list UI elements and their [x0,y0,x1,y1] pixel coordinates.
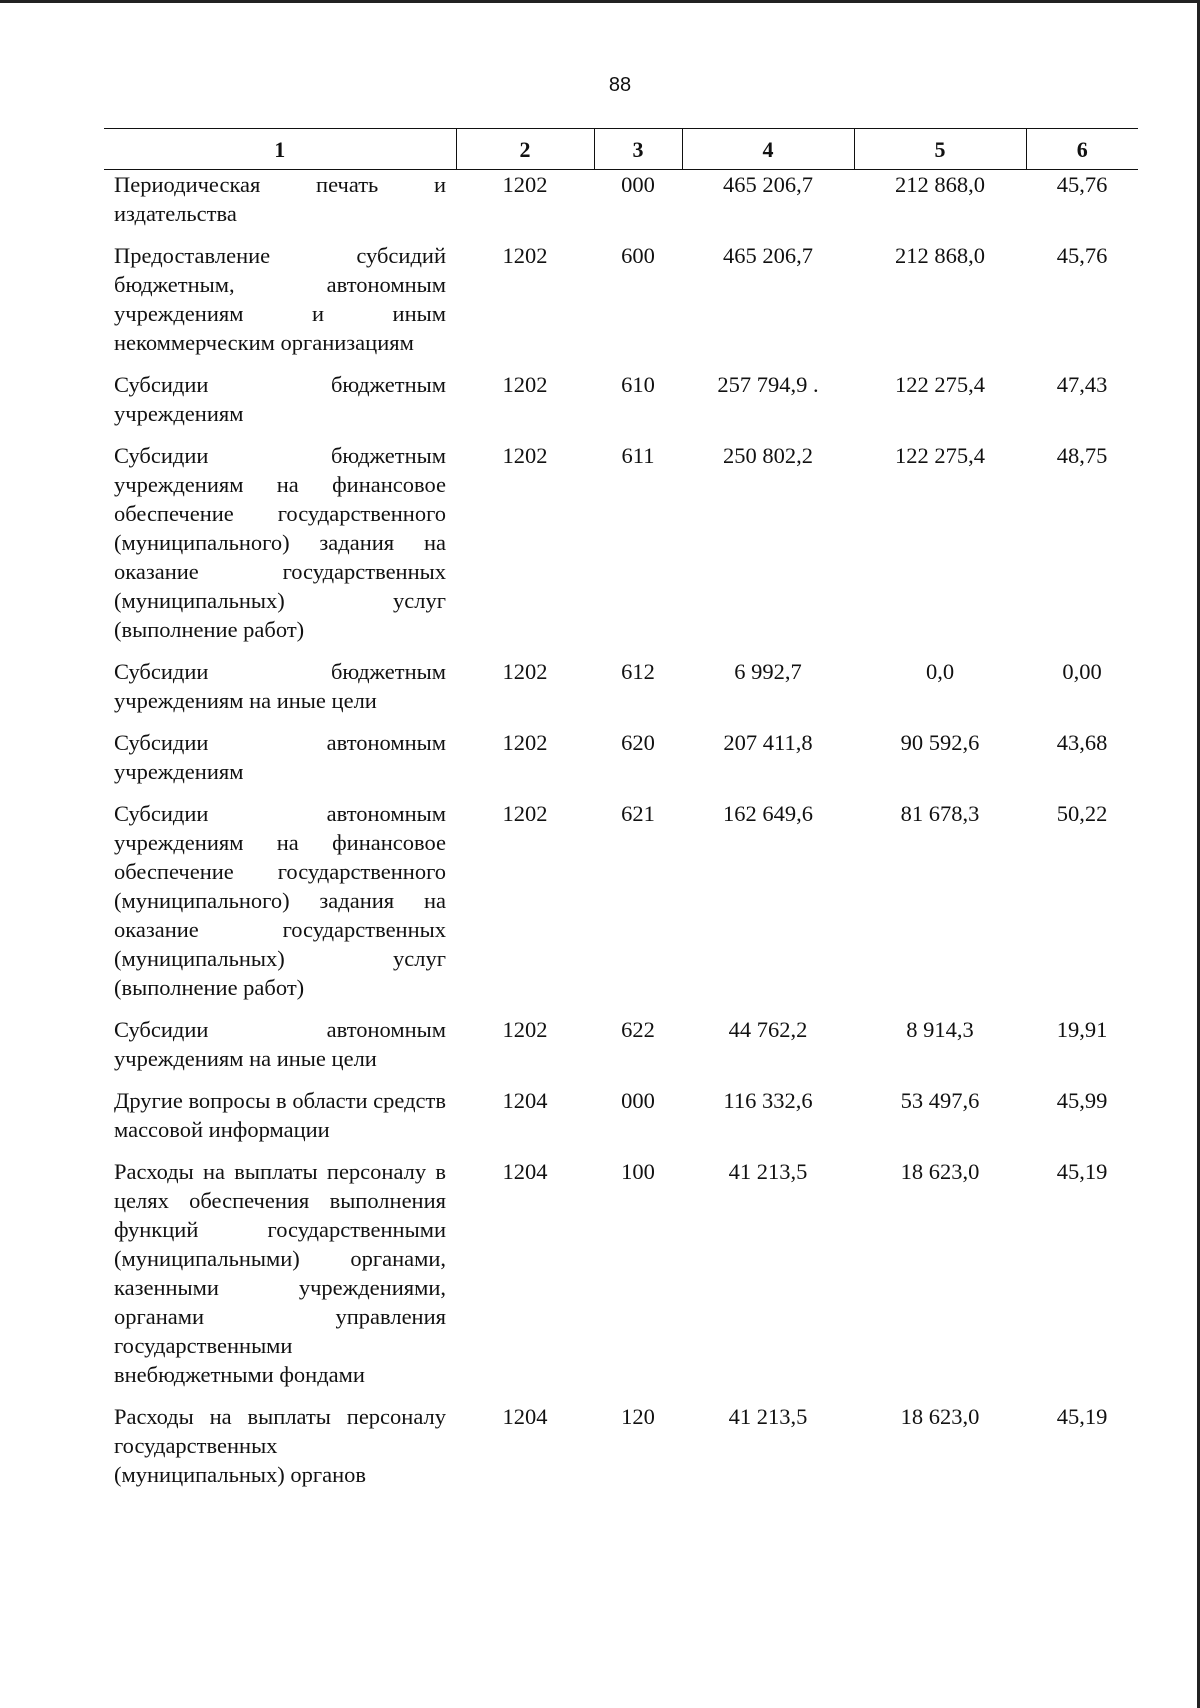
row-approved-amount: 257 794,9 . [717,372,819,397]
header-col-6: 6 [1026,129,1138,170]
row-percent: 45,99 [1056,1088,1108,1113]
row-description: Субсидии автономным учреждениям на иные цели [114,1017,446,1071]
row-expense-type: 000 [621,1088,655,1113]
row-percent: 48,75 [1056,443,1108,468]
table-row [104,657,1138,728]
table-row [104,1157,1138,1402]
table-header [104,129,1138,170]
budget-table [104,128,1138,1502]
row-executed-amount: 53 497,6 [900,1088,980,1113]
header-col-3: 3 [594,129,682,170]
row-executed-amount: 90 592,6 [900,730,980,755]
row-description: Другие вопросы в области средств массовой информации [114,1088,446,1142]
row-section-code: 1202 [502,730,548,755]
row-section-code: 1202 [502,1017,548,1042]
row-approved-amount: 44 762,2 [728,1017,808,1042]
row-approved-amount: 116 332,6 [723,1088,813,1113]
row-approved-amount: 465 206,7 [723,172,813,197]
row-executed-amount: 212 868,0 [895,172,985,197]
table-body [104,170,1138,1503]
row-approved-amount: 465 206,7 [723,243,813,268]
row-expense-type: 100 [621,1159,655,1184]
row-section-code: 1202 [502,443,548,468]
row-percent: 47,43 [1056,372,1108,397]
row-percent: 45,76 [1056,172,1108,197]
row-approved-amount: 250 802,2 [723,443,813,468]
row-section-code: 1204 [502,1088,548,1113]
row-percent: 0,00 [1062,659,1102,684]
row-expense-type: 622 [621,1017,655,1042]
table-row [104,370,1138,441]
row-expense-type: 620 [621,730,655,755]
row-description: Периодическая печать и издательства [114,172,446,226]
row-description: Предоставление субсидий бюджетным, автономным учреждениям и иным некоммерческим организациям [114,243,446,355]
row-expense-type: 612 [621,659,655,684]
row-executed-amount: 212 868,0 [895,243,985,268]
row-section-code: 1204 [502,1159,548,1184]
header-col-4: 4 [682,129,854,170]
row-executed-amount: 18 623,0 [900,1159,980,1184]
row-description: Субсидии бюджетным учреждениям на финансовое обеспечение государственного (муниципального) задания на оказание государственных (муниципальных) услуг (выполнение работ) [114,443,446,642]
row-section-code: 1202 [502,172,548,197]
row-executed-amount: 18 623,0 [900,1404,980,1429]
row-description: Расходы на выплаты персоналу в целях обеспечения выполнения функций государственными (муниципальными) органами, казенными учреждениями, органами управления государственными внебюджетными фондами [114,1159,446,1387]
row-description: Субсидии бюджетным учреждениям на иные цели [114,659,446,713]
row-executed-amount: 122 275,4 [895,372,985,397]
page-number: 88 [608,74,632,96]
row-approved-amount: 207 411,8 [723,730,813,755]
row-executed-amount: 81 678,3 [900,801,980,826]
row-expense-type: 120 [621,1404,655,1429]
row-section-code: 1202 [502,243,548,268]
row-description: Субсидии автономным учреждениям на финансовое обеспечение государственного (муниципального) задания на оказание государственных (муниципальных) услуг (выполнение работ) [114,801,446,1000]
table-row [104,799,1138,1015]
row-executed-amount: 0,0 [925,659,955,684]
row-percent: 45,19 [1056,1159,1108,1184]
table-row [104,170,1138,242]
row-percent: 50,22 [1056,801,1108,826]
header-col-1: 1 [104,129,456,170]
table-row [104,441,1138,657]
row-expense-type: 611 [621,443,655,468]
row-percent: 43,68 [1056,730,1108,755]
header-col-2: 2 [456,129,594,170]
row-executed-amount: 122 275,4 [895,443,985,468]
header-row [104,129,1138,170]
row-executed-amount: 8 914,3 [906,1017,974,1042]
row-section-code: 1202 [502,372,548,397]
row-section-code: 1204 [502,1404,548,1429]
table-row [104,1015,1138,1086]
row-approved-amount: 162 649,6 [723,801,813,826]
row-percent: 45,76 [1056,243,1108,268]
table-row [104,241,1138,370]
row-percent: 45,19 [1056,1404,1108,1429]
row-description: Расходы на выплаты персоналу государственных (муниципальных) органов [114,1404,446,1487]
table-row [104,1402,1138,1502]
table-row [104,728,1138,799]
row-expense-type: 600 [621,243,655,268]
table-row [104,1086,1138,1157]
row-section-code: 1202 [502,801,548,826]
row-description: Субсидии бюджетным учреждениям [114,372,446,426]
row-approved-amount: 41 213,5 [728,1404,808,1429]
row-approved-amount: 41 213,5 [728,1159,808,1184]
row-percent: 19,91 [1056,1017,1108,1042]
row-approved-amount: 6 992,7 [734,659,802,684]
row-expense-type: 000 [621,172,655,197]
row-section-code: 1202 [502,659,548,684]
scan-border-top [0,0,1200,3]
row-expense-type: 610 [621,372,655,397]
row-expense-type: 621 [621,801,655,826]
row-description: Субсидии автономным учреждениям [114,730,446,784]
header-col-5: 5 [854,129,1026,170]
